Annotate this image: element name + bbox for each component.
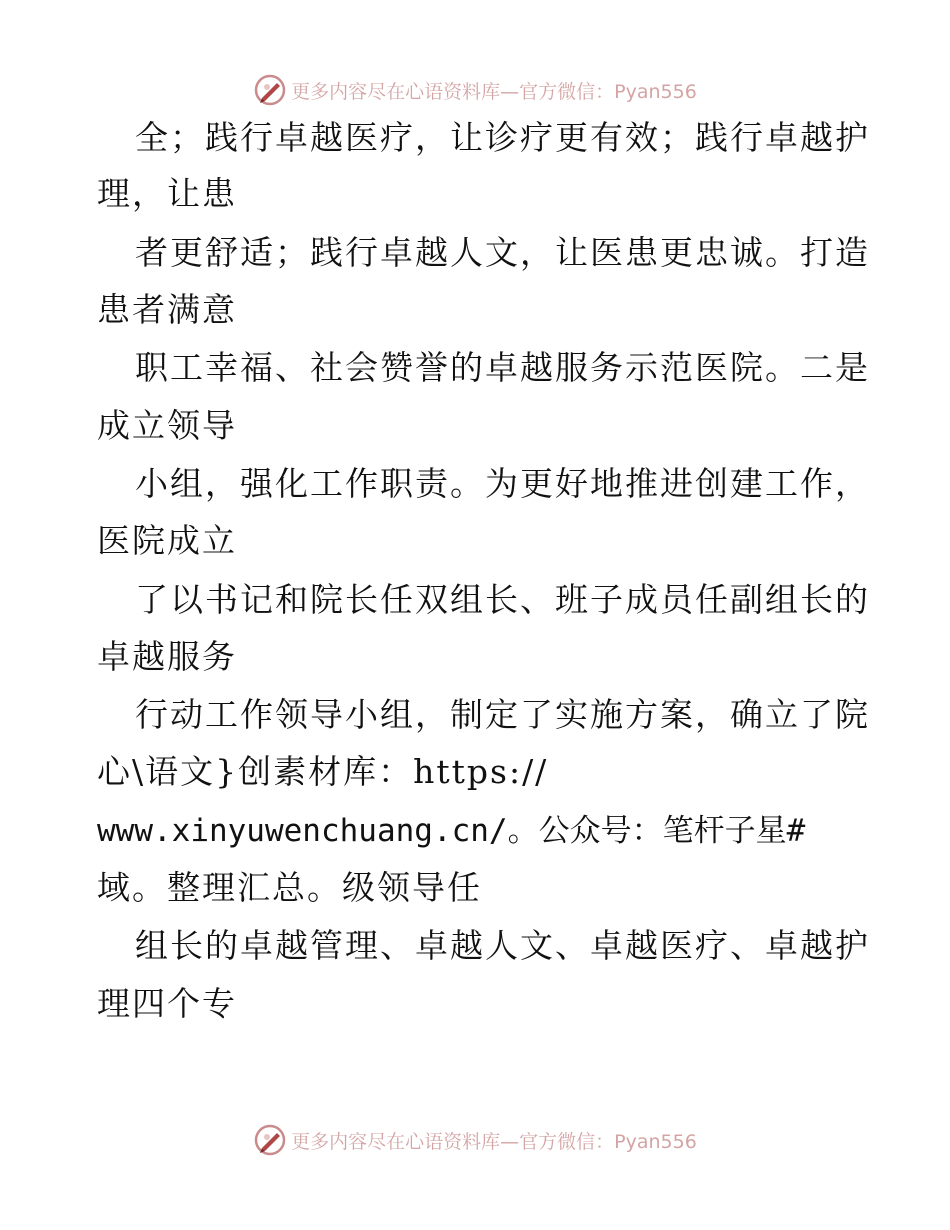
text-line: 组长的卓越管理、卓越人文、卓越医疗、卓越护	[135, 926, 870, 965]
pen-seal-icon	[253, 73, 287, 107]
text-line: 心\语文}创素材库：https://	[97, 752, 549, 791]
text-line: 了以书记和院长任双组长、班子成员任副组长的	[135, 580, 870, 619]
text-line: 患者满意	[97, 290, 237, 329]
text-line: 卓越服务	[97, 637, 237, 676]
header-watermark-banner	[0, 70, 950, 110]
pen-seal-icon	[253, 1123, 287, 1157]
text-line: 成立领导	[97, 406, 237, 445]
text-line: 理，让患	[97, 174, 237, 213]
text-line: 域。整理汇总。级领导任	[97, 868, 482, 907]
footer-watermark-text: 更多内容尽在心语资料库—官方微信：Pyan556	[291, 1130, 697, 1153]
text-line: 小组，强化工作职责。为更好地推进创建工作，	[135, 464, 870, 503]
text-line: 者更舒适；践行卓越人文，让医患更忠诚。打造	[135, 233, 870, 272]
text-line: www.xinyuwenchuang.cn/。公众号：笔杆子星#	[97, 813, 806, 849]
text-line: 行动工作领导小组，制定了实施方案，确立了院	[135, 695, 870, 734]
footer-watermark-banner	[0, 1120, 950, 1160]
text-line: 理四个专	[97, 984, 237, 1023]
text-line: 职工幸福、社会赞誉的卓越服务示范医院。二是	[135, 348, 870, 387]
text-line: 医院成立	[97, 521, 237, 560]
header-watermark-text: 更多内容尽在心语资料库—官方微信：Pyan556	[291, 80, 697, 103]
text-line: 全；践行卓越医疗，让诊疗更有效；践行卓越护	[135, 118, 870, 157]
